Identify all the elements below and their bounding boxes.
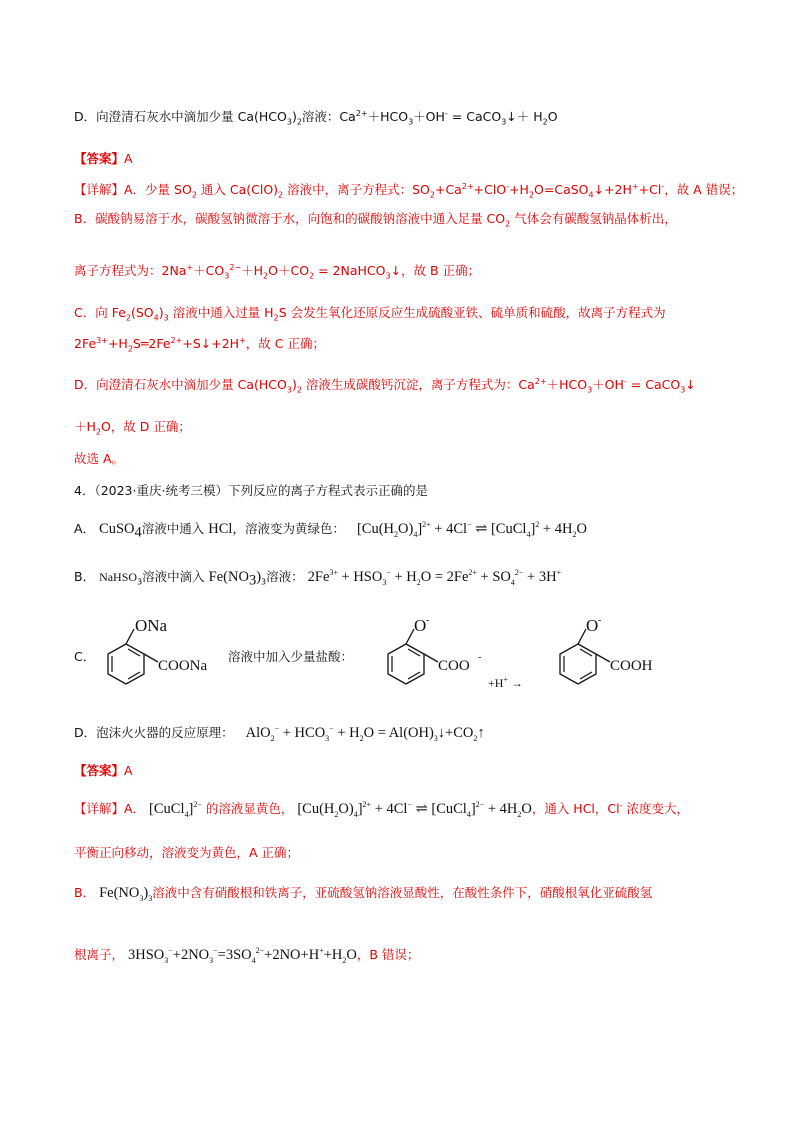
sub: 4 <box>466 809 471 819</box>
q4-option-c-text <box>228 648 353 666</box>
sup: 2+ <box>362 800 372 810</box>
formula: CuSO <box>99 521 135 537</box>
detail-text: 溶液中通入过量 H <box>168 305 274 320</box>
sub: 3 <box>501 117 507 127</box>
sup: − <box>386 568 391 578</box>
sub: 3 <box>224 271 230 281</box>
q3-d-text: 溶液：Ca <box>301 109 356 124</box>
eq-part: +H <box>323 947 343 963</box>
sup: - <box>661 181 665 191</box>
benzene-ring <box>560 644 596 684</box>
option-text: 溶液中通入 <box>141 521 205 536</box>
option-text: 溶液： <box>266 569 304 584</box>
detail-text: 平衡正向移动，溶液变为黄色，A 正确； <box>74 845 300 860</box>
eq-part: +2NO <box>172 947 210 963</box>
ona-label: ONa <box>135 616 168 635</box>
sup: 2− <box>475 800 485 810</box>
detail-text: O＋CO <box>268 263 310 278</box>
eq-part: + HCO <box>279 725 326 741</box>
sup: − <box>168 946 173 956</box>
sup: 2− <box>255 946 265 956</box>
sup: 2+ <box>170 335 183 345</box>
sup: − <box>274 724 280 734</box>
sup: 2+ <box>534 376 547 386</box>
sup: 2+ <box>355 108 368 118</box>
sub: 2 <box>270 733 275 743</box>
bond <box>144 654 158 662</box>
option-label: D．泡沫火火器的反应原理： <box>74 725 234 740</box>
answer-1 <box>74 150 133 168</box>
detail-text: ) <box>291 377 297 392</box>
sub: 2 <box>517 809 522 819</box>
sub: 3 <box>286 117 292 127</box>
detail-text: ，通入 HCl，Cl <box>531 801 620 816</box>
sup: - <box>623 376 627 386</box>
formula <box>149 801 202 817</box>
answer-tag: 【答案】 <box>74 151 125 166</box>
eq-part: ] <box>417 521 423 537</box>
detail-2-b2 <box>74 946 419 964</box>
detail-text: ↓ <box>685 377 696 392</box>
sub: 4 <box>353 809 358 819</box>
option-text: 溶液中滴入 <box>142 569 205 584</box>
eq-part: ) <box>143 885 149 901</box>
detail-text: 【详解】A．少量 SO <box>74 182 192 197</box>
sub: 2 <box>127 344 133 354</box>
answer-value: A <box>124 151 133 166</box>
eq-part: O <box>521 801 532 817</box>
cooh-label: COOH <box>610 658 653 674</box>
q4-stem-text: 4．（2023·重庆·统考三模）下列反应的离子方程式表示正确的是 <box>74 483 428 498</box>
equation <box>128 947 357 963</box>
eq-part: O <box>576 521 587 537</box>
sup: + <box>503 675 508 684</box>
option-label: C． <box>74 649 96 664</box>
q3-option-d <box>74 108 558 126</box>
detail-text: C．向 Fe <box>74 305 126 320</box>
detail-text: 浓度变大， <box>622 801 689 816</box>
eq-part: + H <box>390 569 417 585</box>
sub: 2 <box>273 313 279 323</box>
detail-text: S═2Fe <box>132 336 171 351</box>
sup: 3+ <box>96 335 108 345</box>
detail-1-d2 <box>74 418 191 436</box>
option-label: B． <box>74 569 96 584</box>
sub: 2 <box>528 190 535 200</box>
detail-1-d1 <box>74 376 696 394</box>
sup: 2+ <box>468 568 477 578</box>
sub: 2 <box>473 733 478 743</box>
bond <box>578 629 586 644</box>
eq-part: + 4Cl <box>430 521 468 537</box>
benzene-ring <box>108 644 144 684</box>
sub: 3 <box>680 385 686 395</box>
eq-part: O) <box>338 801 354 817</box>
sub: 4 <box>588 190 594 200</box>
arrow: → <box>510 676 523 690</box>
detail-text: ，故 C 正确； <box>245 336 325 351</box>
structure-product <box>538 614 688 696</box>
detail-2-b1 <box>74 884 652 902</box>
detail-text: ↓，故 B 正确； <box>390 263 481 278</box>
detail-text: (SO <box>131 305 154 320</box>
detail-text: = CaCO <box>626 377 681 392</box>
eq-part: + 4Cl <box>371 801 408 817</box>
detail-1-b1 <box>74 210 677 228</box>
charge: - <box>426 615 430 626</box>
option-text: ，溶液变为黄绿色： <box>232 521 345 536</box>
sub: 4 <box>251 955 256 965</box>
sub: 2 <box>359 733 364 743</box>
detail-text: B． <box>74 885 96 900</box>
sub: 2 <box>342 955 347 965</box>
eq-part: + HSO <box>337 569 383 585</box>
sub: 4 <box>413 529 418 539</box>
benzene-ring <box>388 644 424 684</box>
sub: 3 <box>209 955 214 965</box>
answer-value: A <box>124 763 133 778</box>
sup: - <box>444 108 448 118</box>
detail-text: 通入 Ca(ClO) <box>196 182 279 197</box>
eq-part: 3HSO <box>128 947 165 963</box>
eq-part: ↓+CO <box>437 725 474 741</box>
sub: 3 <box>137 577 143 587</box>
coona-label: COONa <box>158 658 208 674</box>
sub: 4 <box>153 313 159 323</box>
eq-part: + H <box>333 725 360 741</box>
detail-1-c2 <box>74 335 325 353</box>
detail-text: +H <box>107 336 128 351</box>
sub: 2 <box>572 529 577 539</box>
sub: 2 <box>542 117 548 127</box>
detail-text: ，故 A 错误； <box>664 182 744 197</box>
option-label: A． <box>74 521 96 536</box>
sub: 2 <box>416 577 421 587</box>
detail-2-a2 <box>74 844 299 862</box>
sub: 2 <box>505 219 511 229</box>
sup: + <box>556 568 562 578</box>
eq-part: O = 2Fe <box>420 569 469 585</box>
eq-part: ⇌ [CuCl <box>411 801 467 817</box>
sub: 3 <box>148 893 153 903</box>
answer-tag: 【答案】 <box>74 763 125 778</box>
q3-d-eq: O <box>547 109 558 124</box>
formula: ) <box>256 569 262 585</box>
sup: + <box>319 946 324 956</box>
detail-text: S 会发生氧化还原反应生成硫酸亚铁、硫单质和硫酸，故离子方程式为 <box>278 305 666 320</box>
detail-1-a <box>74 181 743 199</box>
sub: 4 <box>526 529 531 539</box>
detail-text: ＋H <box>74 419 96 434</box>
detail-2-a1 <box>74 800 689 818</box>
detail-text: O，故 D 正确； <box>101 419 191 434</box>
q4-option-d <box>74 724 485 742</box>
sub: 3 <box>382 577 387 587</box>
sub: 4 <box>184 809 189 819</box>
eq-part: [Cu(H <box>297 801 335 817</box>
detail-text: 2Fe <box>74 336 97 351</box>
equation <box>246 725 485 741</box>
detail-text: +Ca <box>434 182 462 197</box>
sub: 3 <box>163 313 169 323</box>
q3-d-eq: = CaCO <box>447 109 502 124</box>
detail-text: 溶液中，离子方程式：SO <box>283 182 430 197</box>
sub: 2 <box>95 427 101 437</box>
eq-part: 2Fe <box>307 569 330 585</box>
detail-text: = 2NaHCO <box>314 263 386 278</box>
sub: 2 <box>263 271 269 281</box>
sup: 3+ <box>329 568 338 578</box>
eq-part: ⇌ [CuCl <box>471 521 527 537</box>
detail-text: 溶液中含有硝酸根和铁离子，亚硫酸氢钠溶液显酸性，在酸性条件下，硝酸根氧化亚硫酸氢 <box>152 885 653 900</box>
detail-text: 离子方程式为：2Na <box>74 263 187 278</box>
o-label: O <box>586 616 599 635</box>
detail-text: ＋HCO <box>546 377 588 392</box>
bond <box>424 654 438 662</box>
eq-part: + SO <box>476 569 511 585</box>
detail-text: ＋CO <box>193 263 225 278</box>
structure-sodium-salicylate <box>92 614 228 696</box>
eq-part: O <box>346 947 357 963</box>
bond <box>126 629 134 644</box>
eq-part: ] <box>530 521 536 537</box>
sup: 2− <box>193 800 202 810</box>
q3-d-text: ) <box>291 109 297 124</box>
sup: 2+ <box>461 181 474 191</box>
eq-part: ] <box>188 801 194 817</box>
sub: 2 <box>394 529 398 539</box>
sup: + <box>186 262 194 272</box>
q3-d-eq: ↓＋ H <box>506 109 543 124</box>
sup: − <box>467 520 472 530</box>
bond <box>596 654 610 662</box>
sup: 2+ <box>422 520 431 530</box>
detail-text: +ClO <box>473 182 507 197</box>
eq-part: +2NO+H <box>264 947 320 963</box>
sub: 4 <box>134 524 142 541</box>
detail-text: 故选 A。 <box>74 451 125 466</box>
q4-stem <box>74 482 428 500</box>
sub: 2 <box>309 271 315 281</box>
bond <box>406 629 414 644</box>
sub: 2 <box>429 190 435 200</box>
q3-d-eq: ＋OH <box>413 109 445 124</box>
charge: - <box>478 652 482 663</box>
formula <box>99 885 152 901</box>
sup: 2− <box>514 568 524 578</box>
sub: 2 <box>278 190 284 200</box>
sub: 2 <box>334 809 339 819</box>
eq-part: O = Al(OH) <box>363 725 434 741</box>
equation <box>357 521 587 537</box>
eq-part: Fe(NO <box>99 885 140 901</box>
q3-d-text: D．向澄清石灰水中滴加少量 Ca(HCO <box>74 109 287 124</box>
sup: 2 <box>535 520 540 530</box>
detail-text: 根离子， <box>74 947 125 962</box>
detail-text: ＋H <box>241 263 264 278</box>
detail-1-b2 <box>74 262 480 280</box>
eq-part: [CuCl <box>149 801 185 817</box>
detail-text: 的溶液显黄色， <box>201 801 294 816</box>
detail-text: +Cl <box>638 182 662 197</box>
eq-part: AlO <box>245 725 271 741</box>
sub: 3 <box>261 577 267 587</box>
detail-text: +S↓+2H <box>182 336 240 351</box>
sup: - <box>506 181 510 191</box>
sub: 3 <box>325 733 330 743</box>
sup: − <box>329 724 334 734</box>
coo-label: COO <box>438 658 470 674</box>
sup: + <box>631 181 639 191</box>
sub: 2 <box>296 117 302 127</box>
charge: - <box>598 615 602 626</box>
eq-part: + 4H <box>539 521 573 537</box>
sup: + <box>239 335 246 345</box>
eq-part: ] <box>470 801 476 817</box>
detail-1-conclusion <box>74 450 124 468</box>
q4-option-b <box>74 568 562 589</box>
sub: 3 <box>139 893 144 903</box>
sup: − <box>213 946 218 956</box>
eq-part: ↑ <box>477 725 485 741</box>
option-text: 溶液中加入少量盐酸： <box>228 649 354 664</box>
detail-text: 溶液生成碳酸钙沉淀，离子方程式为：Ca <box>301 377 535 392</box>
sub: 3 <box>587 385 593 395</box>
answer-2 <box>74 762 133 780</box>
formula: Fe(NO <box>208 569 249 585</box>
equation <box>297 801 532 817</box>
sub: 3 <box>408 117 414 127</box>
detail-text: ↓+2H <box>593 182 632 197</box>
eq-part: =3SO <box>217 947 252 963</box>
detail-text: O=CaSO <box>534 182 589 197</box>
sup: − <box>407 800 412 810</box>
hplus: +H <box>488 676 504 690</box>
sub: 3 <box>286 385 292 395</box>
detail-1-c1 <box>74 304 666 322</box>
sub: 4 <box>510 577 515 587</box>
sub: 3 <box>248 572 257 589</box>
detail-text: ，B 错误； <box>356 947 420 962</box>
sub: 3 <box>433 733 438 743</box>
eq-part: ] <box>357 801 363 817</box>
detail-text: ) <box>158 305 164 320</box>
eq-part: + 4H <box>484 801 518 817</box>
sub: 3 <box>164 955 169 965</box>
detail-text: 气体会有碳酸氢钠晶体析出， <box>510 211 677 226</box>
detail-text: ＋OH <box>592 377 624 392</box>
detail-text: +H <box>509 182 529 197</box>
q3-d-eq: ＋HCO <box>367 109 409 124</box>
q4-option-a <box>74 520 587 541</box>
sup: - <box>619 800 623 810</box>
sup: 2− <box>229 262 242 272</box>
detail-text: 【详解】A． <box>74 801 146 816</box>
sub: 3 <box>385 271 391 281</box>
detail-text: B．碳酸钠易溶于水，碳酸氢钠微溶于水，向饱和的碳酸钠溶液中通入足量 CO <box>74 211 506 226</box>
formula: HCl <box>208 521 233 537</box>
eq-part: [Cu(H <box>356 521 394 537</box>
o-label: O <box>414 616 427 635</box>
q4-c-hplus <box>488 674 523 692</box>
detail-text: D．向澄清石灰水中滴加少量 Ca(HCO <box>74 377 287 392</box>
eq-part: + 3H <box>523 569 557 585</box>
sub: 2 <box>125 313 131 323</box>
formula: NaHSO <box>99 570 138 584</box>
equation <box>308 569 561 585</box>
sub: 2 <box>296 385 302 395</box>
eq-part: O) <box>398 521 414 537</box>
sub: 2 <box>191 190 197 200</box>
